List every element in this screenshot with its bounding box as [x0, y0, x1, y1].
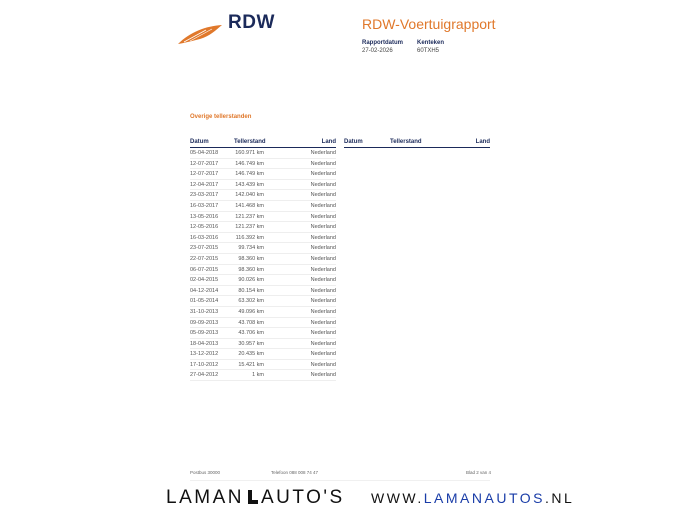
cell-date: 05-04-2018: [190, 150, 219, 156]
cell-date: 27-04-2012: [190, 372, 219, 379]
footer-postbus: Postbus 30000: [190, 470, 221, 475]
cell-date: 12-07-2017: [190, 160, 219, 167]
footer-telefoon: Telefoon 088 008 74 47: [271, 470, 319, 475]
cell-date: 22-07-2015: [190, 255, 219, 262]
table-row: [190, 159, 336, 170]
cell-country: Nederland: [310, 277, 336, 284]
brand-name-right: AUTO'S: [260, 487, 345, 508]
col-header-odometer: Tellerstand: [234, 139, 266, 145]
cell-date: 16-03-2016: [190, 234, 219, 241]
brand-name-left: LAMAN: [166, 487, 244, 508]
cell-country: Nederland: [310, 287, 336, 294]
table-header-left: [190, 138, 336, 148]
report-title: RDW-Voertuigrapport: [362, 16, 496, 32]
cell-date: 31-10-2013: [190, 308, 219, 315]
website-link[interactable]: [371, 490, 574, 506]
meta-value: 60TXH5: [417, 48, 440, 54]
section-title: Overige tellerstanden: [190, 114, 252, 120]
table-row: [190, 180, 336, 191]
table-row: [190, 169, 336, 180]
cell-odometer: 15.421 km: [238, 361, 264, 368]
cell-date: 06-07-2015: [190, 266, 219, 273]
cell-odometer: 63.302 km: [238, 298, 264, 305]
col-header-country: Land: [321, 139, 336, 145]
cell-odometer: 99.734 km: [238, 245, 264, 252]
cell-odometer: 20.435 km: [238, 351, 264, 358]
col-header-odometer: Tellerstand: [390, 139, 422, 145]
cell-country: Nederland: [310, 171, 336, 178]
cell-odometer: 141.468 km: [235, 202, 264, 209]
meta-label: Rapportdatum: [362, 40, 403, 46]
cell-country: Nederland: [310, 202, 336, 209]
cell-odometer: 160.971 km: [235, 150, 264, 156]
cell-date: 12-04-2017: [190, 181, 219, 188]
footer-divider: [190, 480, 490, 481]
table-row: [190, 222, 336, 233]
table-row: [190, 349, 336, 360]
table-row: [190, 201, 336, 212]
col-header-country: Land: [475, 139, 490, 145]
table-row: [190, 243, 336, 254]
table-row: [190, 307, 336, 318]
website-accent: LAMANAUTOS: [423, 490, 545, 506]
cell-date: 23-03-2017: [190, 192, 219, 199]
cell-date: 12-07-2017: [190, 171, 219, 178]
table-row: [190, 318, 336, 329]
cell-country: Nederland: [310, 372, 336, 379]
cell-country: Nederland: [310, 150, 336, 156]
cell-odometer: 1 km: [252, 372, 264, 379]
col-header-date: Datum: [344, 139, 363, 145]
meta-license-plate: [417, 40, 444, 54]
cell-date: 05-09-2013: [190, 330, 219, 337]
cell-country: Nederland: [310, 340, 336, 347]
table-row: [190, 265, 336, 276]
cell-country: Nederland: [310, 351, 336, 358]
table-row: [190, 190, 336, 201]
table-row: [190, 233, 336, 244]
cell-odometer: 142.040 km: [235, 192, 264, 199]
table-row: [190, 296, 336, 307]
odometer-table-body: [190, 148, 336, 381]
table-row: [190, 148, 336, 159]
table-row: [190, 370, 336, 381]
cell-country: Nederland: [310, 192, 336, 199]
cell-date: 23-07-2015: [190, 245, 219, 252]
cell-date: 12-05-2016: [190, 224, 219, 231]
table-row: [190, 286, 336, 297]
cell-country: Nederland: [310, 361, 336, 368]
cell-country: Nederland: [310, 224, 336, 231]
cell-country: Nederland: [310, 181, 336, 188]
cell-odometer: 143.439 km: [235, 181, 264, 188]
laman-autos-logo: [166, 487, 345, 509]
cell-odometer: 116.392 km: [235, 234, 264, 241]
cell-odometer: 43.708 km: [238, 319, 264, 326]
cell-odometer: 98.360 km: [238, 266, 264, 273]
rdw-feather-logo-icon: [176, 22, 224, 46]
cell-odometer: 121.237 km: [235, 224, 264, 231]
cell-country: Nederland: [310, 266, 336, 273]
cell-date: 17-10-2012: [190, 361, 219, 368]
meta-report-date: [362, 40, 403, 54]
cell-date: 02-04-2015: [190, 277, 219, 284]
cell-date: 04-12-2014: [190, 287, 219, 294]
cell-date: 13-05-2016: [190, 213, 219, 220]
table-row: [190, 360, 336, 371]
cell-odometer: 90.026 km: [238, 277, 264, 284]
table-row: [190, 275, 336, 286]
website-suffix: .NL: [544, 490, 575, 506]
cell-odometer: 43.706 km: [238, 330, 264, 337]
rdw-logo-text: RDW: [228, 12, 275, 33]
cell-country: Nederland: [310, 298, 336, 305]
cell-date: 01-05-2014: [190, 298, 219, 305]
l-mark-icon: [248, 490, 258, 504]
cell-date: 16-03-2017: [190, 202, 219, 209]
table-row: [190, 339, 336, 350]
cell-country: Nederland: [310, 234, 336, 241]
cell-country: Nederland: [310, 330, 336, 337]
cell-odometer: 49.096 km: [238, 308, 264, 315]
meta-value: 27-02-2026: [362, 48, 393, 54]
cell-odometer: 98.360 km: [238, 255, 264, 262]
table-row: [190, 254, 336, 265]
cell-country: Nederland: [310, 160, 336, 167]
cell-odometer: 30.957 km: [238, 340, 264, 347]
col-header-date: Datum: [190, 139, 209, 145]
cell-date: 13-12-2012: [190, 351, 219, 358]
cell-date: 18-04-2013: [190, 340, 219, 347]
cell-odometer: 80.154 km: [238, 287, 264, 294]
footer-page-number: Blad 2 van 4: [466, 470, 492, 475]
meta-label: Kenteken: [417, 40, 445, 46]
table-row: [190, 212, 336, 223]
cell-country: Nederland: [310, 255, 336, 262]
cell-country: Nederland: [310, 213, 336, 220]
cell-date: 09-09-2013: [190, 319, 219, 326]
cell-odometer: 146.749 km: [235, 171, 264, 178]
table-header-right: [344, 138, 490, 148]
website-prefix: WWW.: [371, 490, 424, 506]
cell-country: Nederland: [310, 319, 336, 326]
cell-odometer: 146.749 km: [235, 160, 264, 167]
cell-country: Nederland: [310, 245, 336, 252]
table-row: [190, 328, 336, 339]
cell-country: Nederland: [310, 308, 336, 315]
cell-odometer: 121.237 km: [235, 213, 264, 220]
